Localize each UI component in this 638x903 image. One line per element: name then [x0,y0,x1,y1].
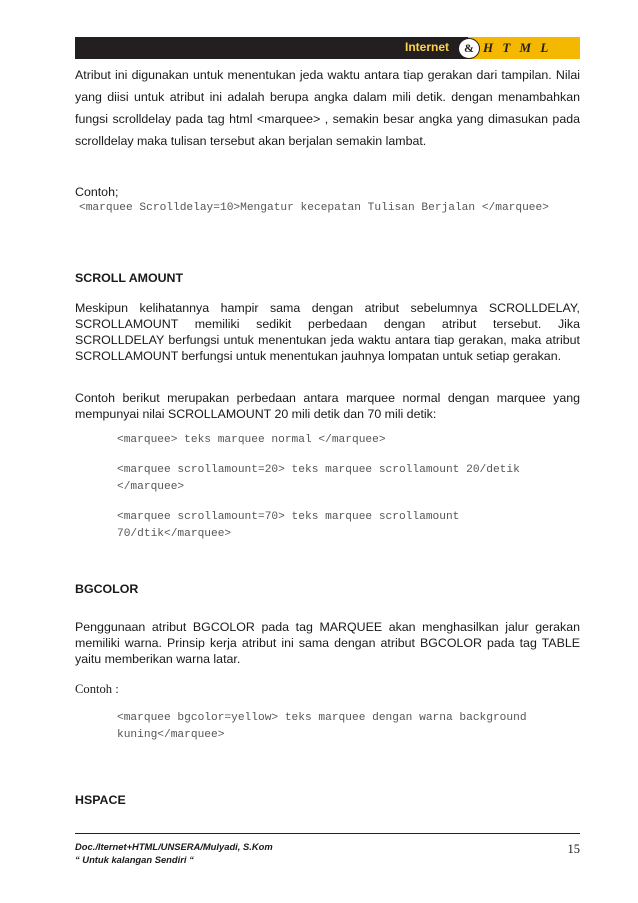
scroll-amount-example-intro: Contoh berikut merupakan perbedaan antara marquee normal dengan marquee yang mempunyai nilai SCROLLAMOUNT 20 mili detik dan 70 mili detik: [75,391,580,421]
bgcolor-example-label: Contoh : [75,682,119,696]
code-example-scrollamount-20: <marquee scrollamount=20> teks marquee scrollamount 20/detik </marquee> [117,464,520,493]
page-content [75,64,580,808]
footer-doc-info [75,840,273,866]
header-brand-internet: Internet [405,40,450,54]
code-example-scrollamount-70: <marquee scrollamount=70> teks marquee scrollamount 70/dtik</marquee> [117,511,460,540]
bgcolor-paragraph: Penggunaan atribut BGCOLOR pada tag MARQUEE akan menghasilkan jalur gerakan memiliki warna. Prinsip kerja atribut ini sama dengan atribut BGCOLOR pada tag TABLE yaitu memberikan warna latar. [75,620,580,666]
footer-doc-line: Doc./Iternet+HTML/UNSERA/Mulyadi, S.Kom [75,841,273,852]
scroll-amount-heading: SCROLL AMOUNT [75,271,184,285]
scroll-amount-paragraph: Meskipun kelihatannya hampir sama dengan atribut sebelumnya SCROLLDELAY, SCROLLAMOUNT memiliki sedikit perbedaan dengan atribut tersebut. Jika SCROLLDELAY berfungsi untuk menentukan jeda waktu antara tiap gerakan, maka atribut SCROLLAMOUNT berfungsi untuk menentukan jauhnya lompatan untuk setiap gerakan. [75,301,580,363]
footer-note-line: “ Untuk kalangan Sendiri “ [75,854,194,865]
intro-example-code: <marquee Scrolldelay=10>Mengatur kecepatan Tulisan Berjalan </marquee> [79,202,549,214]
code-example-normal: <marquee> teks marquee normal </marquee> [117,434,386,446]
header-brand-html: H T M L [483,40,552,55]
footer-divider [75,833,580,834]
page-number: 15 [567,842,580,856]
code-example-bgcolor: <marquee bgcolor=yellow> teks marquee dengan warna background kuning</marquee> [117,712,527,741]
bgcolor-heading: BGCOLOR [75,582,139,596]
hspace-heading: HSPACE [75,793,126,807]
intro-example-label: Contoh; [75,185,119,199]
header-brand-ampersand: & [458,38,480,59]
intro-paragraph: Atribut ini digunakan untuk menentukan jeda waktu antara tiap gerakan dari tampilan. Nilai yang diisi untuk atribut ini adalah berupa angka dalam mili detik. dengan menambahkan fungsi scrolldelay pada tag html <marquee> , semakin besar angka yang dimasukan pada scrolldelay maka tulisan tersebut akan berjalan semakin lambat. [75,68,580,148]
header-banner [75,37,580,59]
